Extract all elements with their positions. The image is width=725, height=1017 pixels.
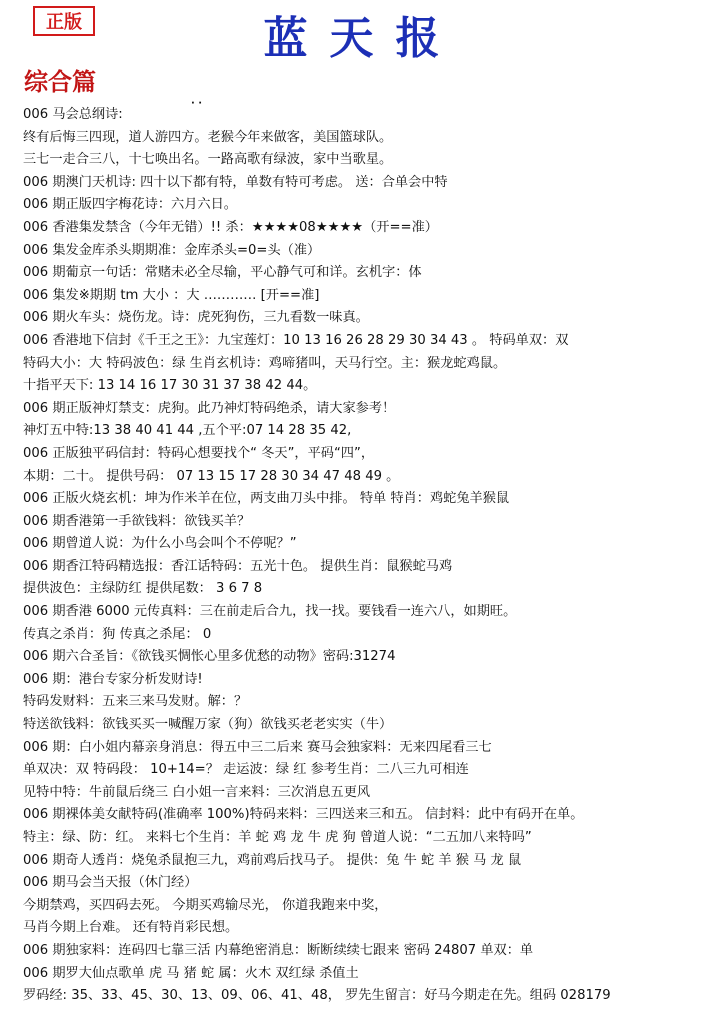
text-line: 006 期六合圣旨：《欲钱买惆怅心里多优愁的动物》密码:31274: [23, 649, 396, 665]
decorative-dots: · ·: [191, 98, 203, 109]
text-line: 神灯五中特:13 38 40 41 44 ,五个平:07 14 28 35 42,: [23, 423, 352, 439]
text-line: 006 期火车头：烧伤龙。诗：虎死狗伤，三九看数一味真。: [23, 310, 369, 326]
text-line: 006 期曾道人说：为什么小鸟会叫个不停呢？”: [23, 536, 297, 552]
text-line: 特送欲钱料：欲钱买买一喊醒万家（狗）欲钱买老老实实（牛）: [23, 717, 393, 733]
text-line: 006 期奇人透肖：烧兔杀鼠抱三九，鸡前鸡后找马子。 提供：兔 牛 蛇 羊 猴 马 龙 鼠: [23, 852, 522, 868]
text-line: 006 期澳门天机诗: 四十以下都有特，单数有特可考虑。 送：合单会中特: [23, 174, 448, 190]
text-line: 006 正版独平码信封：特码心想要找个“ 冬天”，平码“四”，: [23, 445, 375, 461]
text-line: 006 期罗大仙点歌单 虎 马 猪 蛇 属：火木 双红绿 杀值土: [23, 965, 359, 981]
header: [0, 0, 725, 64]
text-line: 006 期：港台专家分析发财诗!: [23, 671, 203, 687]
text-line: 传真之杀肖：狗 传真之杀尾： 0: [23, 626, 212, 642]
text-line: 006 集发金库杀头期期准：金库杀头=0=头（准）: [23, 242, 321, 258]
text-line: 本期：二十。 提供号码： 07 13 15 17 28 30 34 47 48 49 。: [23, 468, 400, 484]
text-line: 十指平天下: 13 14 16 17 30 31 37 38 42 44。: [23, 378, 317, 394]
page-title: 蓝天报: [263, 13, 462, 64]
text-line: 006 香港集发禁含（今年无错）!! 杀：★★★★08★★★★（开==准）: [23, 219, 438, 235]
text-line: 006 期正版神灯禁支：虎狗。此乃神灯特码绝杀，请大家参考！: [23, 400, 396, 416]
text-line: 006 期独家料：连码四七靠三活 内幕绝密消息：断断续续七跟来 密码 24807 单双：单: [23, 942, 534, 958]
text-line: 单双决：双 特码段： 10+14=？ 走运波：绿 红 参考生肖：二八三九可相连: [23, 762, 469, 778]
text-line: 罗码经: 35、33、45、30、13、09、06、41、48， 罗先生留言：好马今期走在先。组码 028179: [23, 988, 611, 1004]
text-line: 006 期香港 6000 元传真料：三在前走后合九，找一找。要钱看一连六八，如期旺。: [23, 604, 517, 620]
authentic-stamp: 正版: [33, 6, 95, 36]
text-line: 006 期正版四字梅花诗：六月六日。: [23, 197, 237, 213]
text-line: 006 期：白小姐内幕亲身消息：得五中三二后来 赛马会独家料：无来四尾看三七: [23, 739, 492, 755]
section-title: 综合篇: [24, 67, 96, 96]
text-line: 提供波色：主绿防红 提供尾数： 3 6 7 8: [23, 581, 263, 597]
text-line: 见特中特：牛前鼠后绕三 白小姐一言来料：三次消息五更风: [23, 784, 371, 800]
text-line: 006 马会总纲诗:: [23, 107, 123, 122]
text-line: 三七一走合三八，十七唤出名。一路高歌有绿波，家中当歌星。: [23, 152, 393, 168]
text-line: 006 期葡京一句话：常赌未必全尽输，平心静气可和详。玄机字：体: [23, 265, 422, 281]
text-line: 终有后悔三四现，道人游四方。老猴今年来做客，美国篮球队。: [23, 129, 393, 145]
text-line: 特码大小：大 特码波色：绿 生肖玄机诗：鸡啼猪叫，天马行空。主：猴龙蛇鸡鼠。: [23, 355, 507, 371]
text-line: 006 期香江特码精选报：香江话特码：五光十色。 提供生肖：鼠猴蛇马鸡: [23, 558, 453, 574]
text-line: 006 香港地下信封《千王之王》：九宝莲灯：10 13 16 26 28 29 30 34 43 。 特码单双：双: [23, 332, 569, 348]
text-line: 006 正版火烧玄机：坤为作米羊在位，两支曲刀头中排。 特单 特肖：鸡蛇兔羊猴鼠: [23, 491, 510, 507]
text-line: 006 集发※期期 tm 大小 ：大 ………… [开==准]: [23, 287, 320, 303]
text-line: 006 期裸体美女献特码(准确率 100%)特码来料：三四送来三和五。 信封料：此中有码开在单。: [23, 807, 584, 823]
text-line: 特码发财料：五来三来马发财。解：？: [23, 694, 248, 710]
text-line: 006 期香港第一手欲钱料：欲钱买羊？: [23, 513, 251, 529]
text-body: [23, 104, 713, 1008]
text-line: 马肖今期上台难。 还有特肖彩民想。: [23, 920, 239, 936]
text-line: 特主：绿、防：红。 来料七个生肖：羊 蛇 鸡 龙 牛 虎 狗 曾道人说：“二五加八来特吗”: [23, 830, 532, 845]
text-line: 今期禁鸡，买四码去死。 今期买鸡输尽光， 你道我跑来中奖，: [23, 897, 388, 913]
text-line: 006 期马会当天报（休门经）: [23, 875, 198, 891]
